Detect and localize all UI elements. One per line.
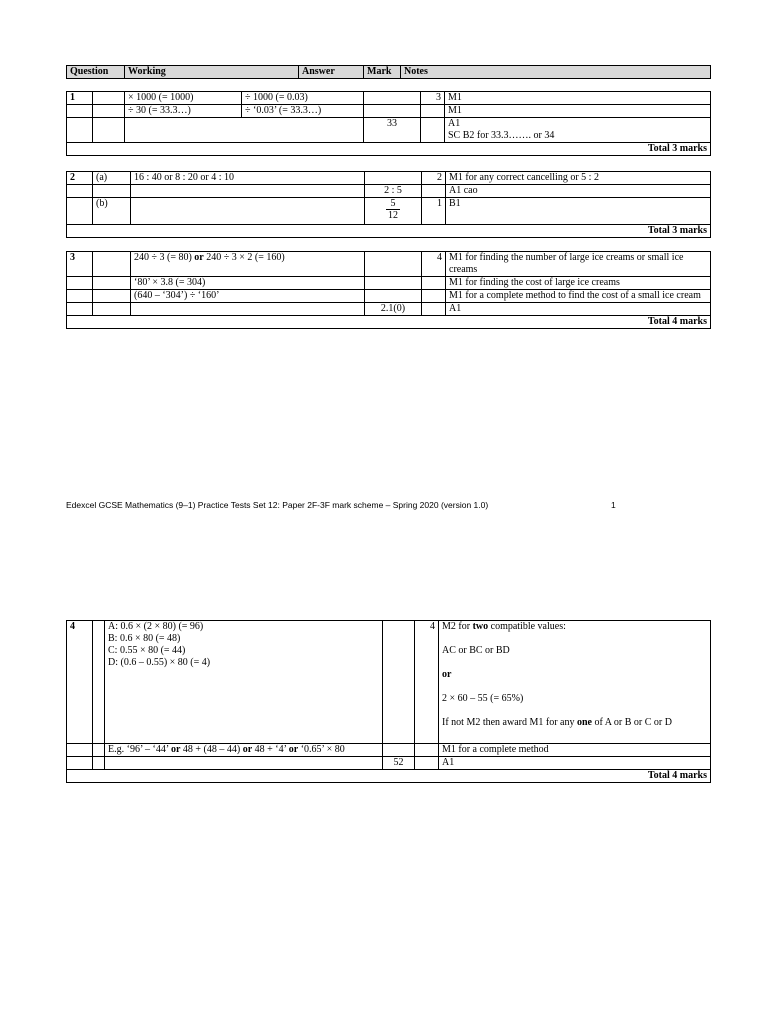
- note-line: If not M2 then award M1 for any one of A or B or C or D: [442, 717, 672, 728]
- mark-value: 1: [422, 198, 446, 225]
- header-answer: Answer: [299, 66, 364, 79]
- answer-value: 2 : 5: [365, 185, 422, 198]
- working-line: D: (0.6 – 0.55) × 80 (= 4): [108, 657, 211, 668]
- header-working: Working: [125, 66, 299, 79]
- question-number: 2: [67, 172, 93, 185]
- answer-value: 33: [364, 118, 421, 143]
- note-line: M1: [445, 105, 711, 118]
- header-notes: Notes: [401, 66, 711, 79]
- mark-value: 4: [415, 621, 439, 744]
- answer-fraction: [365, 198, 422, 225]
- working-line: ÷ ‘0.03’ (= 33.3…): [242, 105, 364, 118]
- note-line: M1 for finding the number of large ice creams or small ice creams: [446, 252, 711, 277]
- working-line: (640 – ‘304’) ÷ ‘160’: [131, 290, 365, 303]
- note-line: M1 for a complete method to find the cost of a small ice cream: [446, 290, 711, 303]
- note-line: B1: [446, 198, 711, 225]
- header-table: [66, 65, 711, 79]
- question-number: 1: [67, 92, 93, 105]
- note-line: SC B2 for 33.3……. or 34: [448, 130, 555, 141]
- question-1-table: [66, 91, 711, 156]
- working-line: 240 ÷ 3 (= 80) or 240 ÷ 3 × 2 (= 160): [131, 252, 365, 277]
- working-line: B: 0.6 × 80 (= 48): [108, 633, 181, 644]
- working-line: × 1000 (= 1000): [125, 92, 242, 105]
- notes-cell: [445, 118, 711, 143]
- header-mark: Mark: [364, 66, 401, 79]
- part-label: (a): [93, 172, 131, 185]
- page-footer: [66, 500, 626, 510]
- note-line: M1 for finding the cost of large ice creams: [446, 277, 711, 290]
- note-line: M2 for two compatible values:: [442, 621, 566, 632]
- mark-value: 3: [421, 92, 445, 105]
- note-line: 2 × 60 – 55 (= 65%): [442, 693, 524, 704]
- working-line: ÷ 1000 (= 0.03): [242, 92, 364, 105]
- total-marks: Total 3 marks: [67, 143, 711, 156]
- note-line: M1: [445, 92, 711, 105]
- note-line: M1 for a complete method: [439, 744, 711, 757]
- header-question: Question: [67, 66, 125, 79]
- question-number: 4: [67, 621, 93, 744]
- note-line: or: [442, 669, 452, 680]
- note-line: M1 for any correct cancelling or 5 : 2: [446, 172, 711, 185]
- working-line: A: 0.6 × (2 × 80) (= 96): [108, 621, 204, 632]
- working-line: 16 : 40 or 8 : 20 or 4 : 10: [131, 172, 365, 185]
- working-line: C: 0.55 × 80 (= 44): [108, 645, 186, 656]
- part-label: (b): [93, 198, 131, 225]
- answer-value: 52: [383, 757, 415, 770]
- notes-cell: [439, 621, 711, 744]
- note-line: A1 cao: [446, 185, 711, 198]
- working-cell: [105, 621, 383, 744]
- note-line: A1: [446, 303, 711, 316]
- fraction-denominator: 12: [388, 210, 398, 221]
- question-2-table: [66, 171, 711, 238]
- page-number: 1: [611, 500, 616, 510]
- total-marks: Total 4 marks: [67, 770, 711, 783]
- question-3-table: [66, 251, 711, 329]
- fraction-numerator: 5: [386, 198, 400, 210]
- question-4-table: [66, 620, 711, 783]
- note-line: A1: [439, 757, 711, 770]
- note-line: A1: [448, 118, 461, 129]
- working-line: ‘80’ × 3.8 (= 304): [131, 277, 365, 290]
- mark-value: 4: [422, 252, 446, 277]
- working-line: E.g. ‘96’ – ‘44’ or 48 + (48 – 44) or 48 + ‘4’ or ‘0.65’ × 80: [105, 744, 383, 757]
- answer-value: 2.1(0): [365, 303, 422, 316]
- mark-value: 2: [422, 172, 446, 185]
- working-line: ÷ 30 (= 33.3…): [125, 105, 242, 118]
- footer-text: Edexcel GCSE Mathematics (9–1) Practice Tests Set 12: Paper 2F-3F mark scheme – Spring 2020 (version 1.0): [66, 500, 489, 510]
- total-marks: Total 3 marks: [67, 225, 711, 238]
- note-line: AC or BC or BD: [442, 645, 510, 656]
- question-number: 3: [67, 252, 93, 277]
- total-marks: Total 4 marks: [67, 316, 711, 329]
